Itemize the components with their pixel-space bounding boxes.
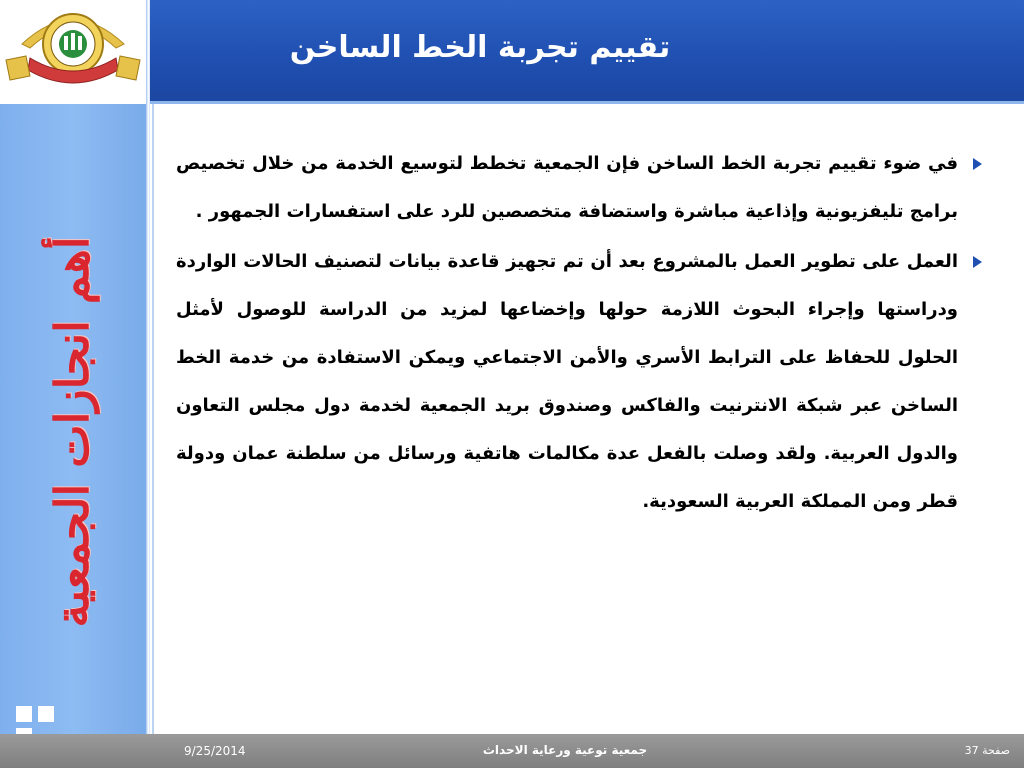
slide-body xyxy=(176,140,986,528)
footer-page-number: صفحة 37 xyxy=(964,744,1010,757)
bullet-arrow-icon xyxy=(973,256,982,268)
footer-date: 9/25/2014 xyxy=(184,744,246,758)
bullet-item xyxy=(176,140,986,236)
header-rule xyxy=(150,101,1024,104)
sidebar-divider xyxy=(146,0,150,734)
side-title: أهم انجازات الجمعية xyxy=(45,236,99,628)
logo xyxy=(0,0,146,101)
bullet-arrow-icon xyxy=(973,158,982,170)
footer xyxy=(0,734,1024,768)
logo-emblem-icon xyxy=(0,0,146,101)
bullet-text: في ضوء تقييم تجربة الخط الساخن فإن الجمعية تخطط لتوسيع الخدمة من خلال تخصيص برامج تليفزيونية وإذاعية مباشرة واستضافة متخصصين للرد على استفسارات الجمهور . xyxy=(176,153,958,222)
footer-organization: جمعية توعية ورعاية الاحداث xyxy=(482,743,648,757)
bullet-item xyxy=(176,238,986,526)
bullet-text: العمل على تطوير العمل بالمشروع بعد أن تم تجهيز قاعدة بيانات لتصنيف الحالات الواردة ودراستها وإجراء البحوث اللازمة حولها وإخضاعها لمزيد من الدراسة للوصول لأمثل الحلول للحفاظ على الترابط الأسري والأمن الاجتماعي ويمكن الاستفادة من خدمة الخط الساخن عبر شبكة الانترنيت والفاكس وصندوق بريد الجمعية لخدمة دول مجلس التعاون والدول العربية. ولقد وصلت بالفعل عدة مكالمات هاتفية ورسائل من سلطنة عمان ودولة قطر ومن المملكة العربية السعودية. xyxy=(176,251,958,512)
sidebar-line xyxy=(152,104,154,734)
slide-title: تقييم تجربة الخط الساخن xyxy=(289,30,671,65)
